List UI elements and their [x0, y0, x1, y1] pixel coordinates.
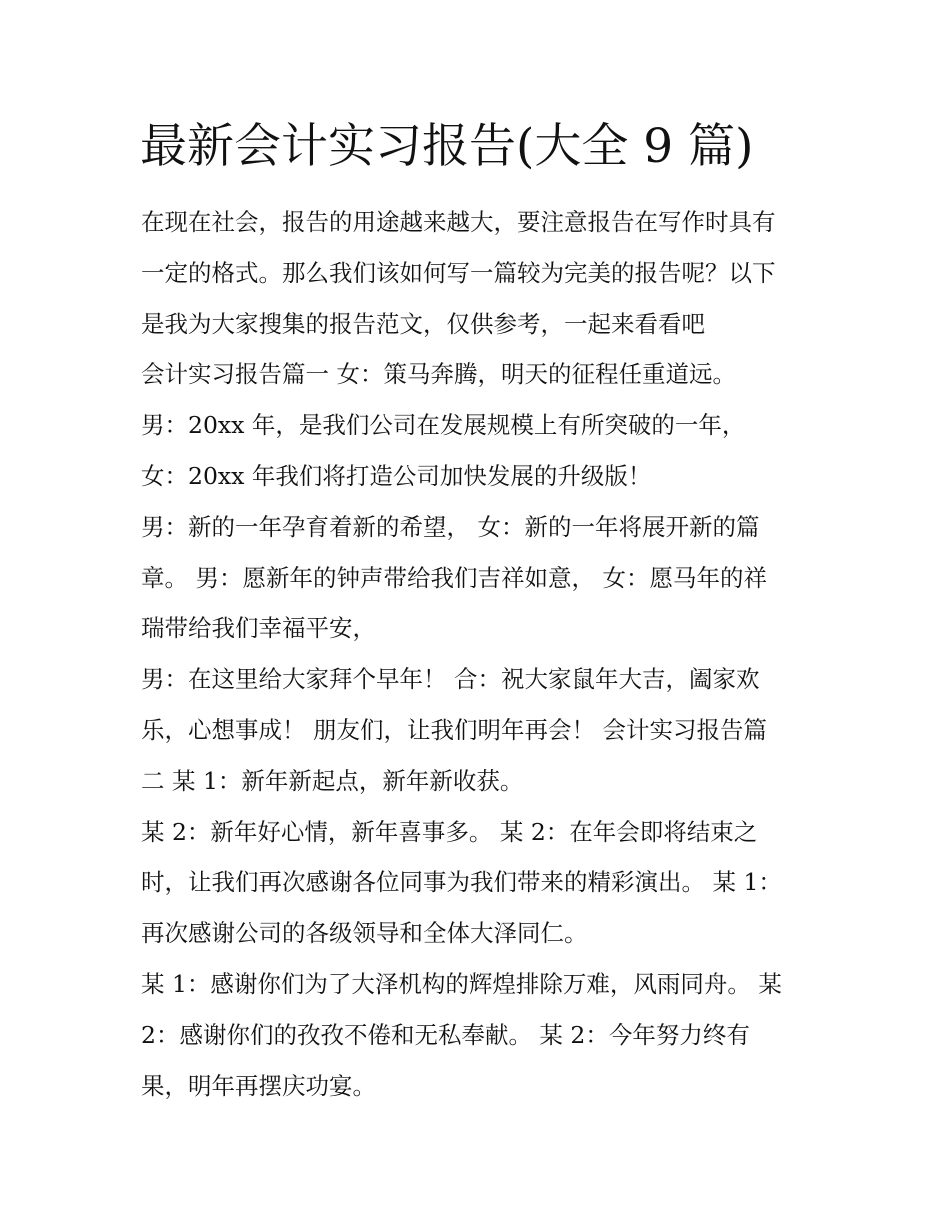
body-line: 男：20xx 年，是我们公司在发展规模上有所突破的一年， [141, 411, 746, 440]
body-line: 时，让我们再次感谢各位同事为我们带来的精彩演出。 某 1： [141, 868, 782, 897]
body-line: 果，明年再摆庆功宴。 [141, 1071, 376, 1100]
body-line: 二 某 1：新年新起点，新年新收获。 [141, 766, 524, 795]
body-line: 乐，心想事成！ 朋友们，让我们明年再会！ 会计实习报告篇 [141, 715, 767, 744]
body-line: 某 1：感谢你们为了大泽机构的辉煌排除万难，风雨同舟。 某 [141, 969, 782, 998]
body-line: 是我为大家搜集的报告范文，仅供参考，一起来看看吧 [141, 309, 705, 338]
body-line: 会计实习报告篇一 女：策马奔腾，明天的征程任重道远。 [141, 360, 736, 389]
body-line: 章。 男：愿新年的钟声带给我们吉祥如意， 女：愿马年的祥 [141, 563, 767, 592]
document-title: 最新会计实习报告(大全 9 篇) [140, 119, 754, 174]
body-line: 男：在这里给大家拜个早年！ 合：祝大家鼠年大吉，阖家欢 [141, 665, 760, 694]
body-line: 女：20xx 年我们将打造公司加快发展的升级版！ [141, 461, 652, 490]
body-line: 瑞带给我们幸福平安， [141, 614, 376, 643]
body-line: 再次感谢公司的各级领导和全体大泽同仁。 [141, 919, 588, 948]
body-line: 某 2：新年好心情，新年喜事多。 某 2：在年会即将结束之 [141, 817, 758, 846]
body-line: 2：感谢你们的孜孜不倦和无私奉献。 某 2：今年努力终有 [141, 1020, 750, 1049]
document-body [141, 197, 821, 1111]
body-line: 在现在社会，报告的用途越来越大，要注意报告在写作时具有 [141, 208, 776, 236]
body-line: 男：新的一年孕育着新的希望， 女：新的一年将展开新的篇 [141, 512, 760, 541]
body-line: 一定的格式。那么我们该如何写一篇较为完美的报告呢？以下 [141, 258, 776, 287]
